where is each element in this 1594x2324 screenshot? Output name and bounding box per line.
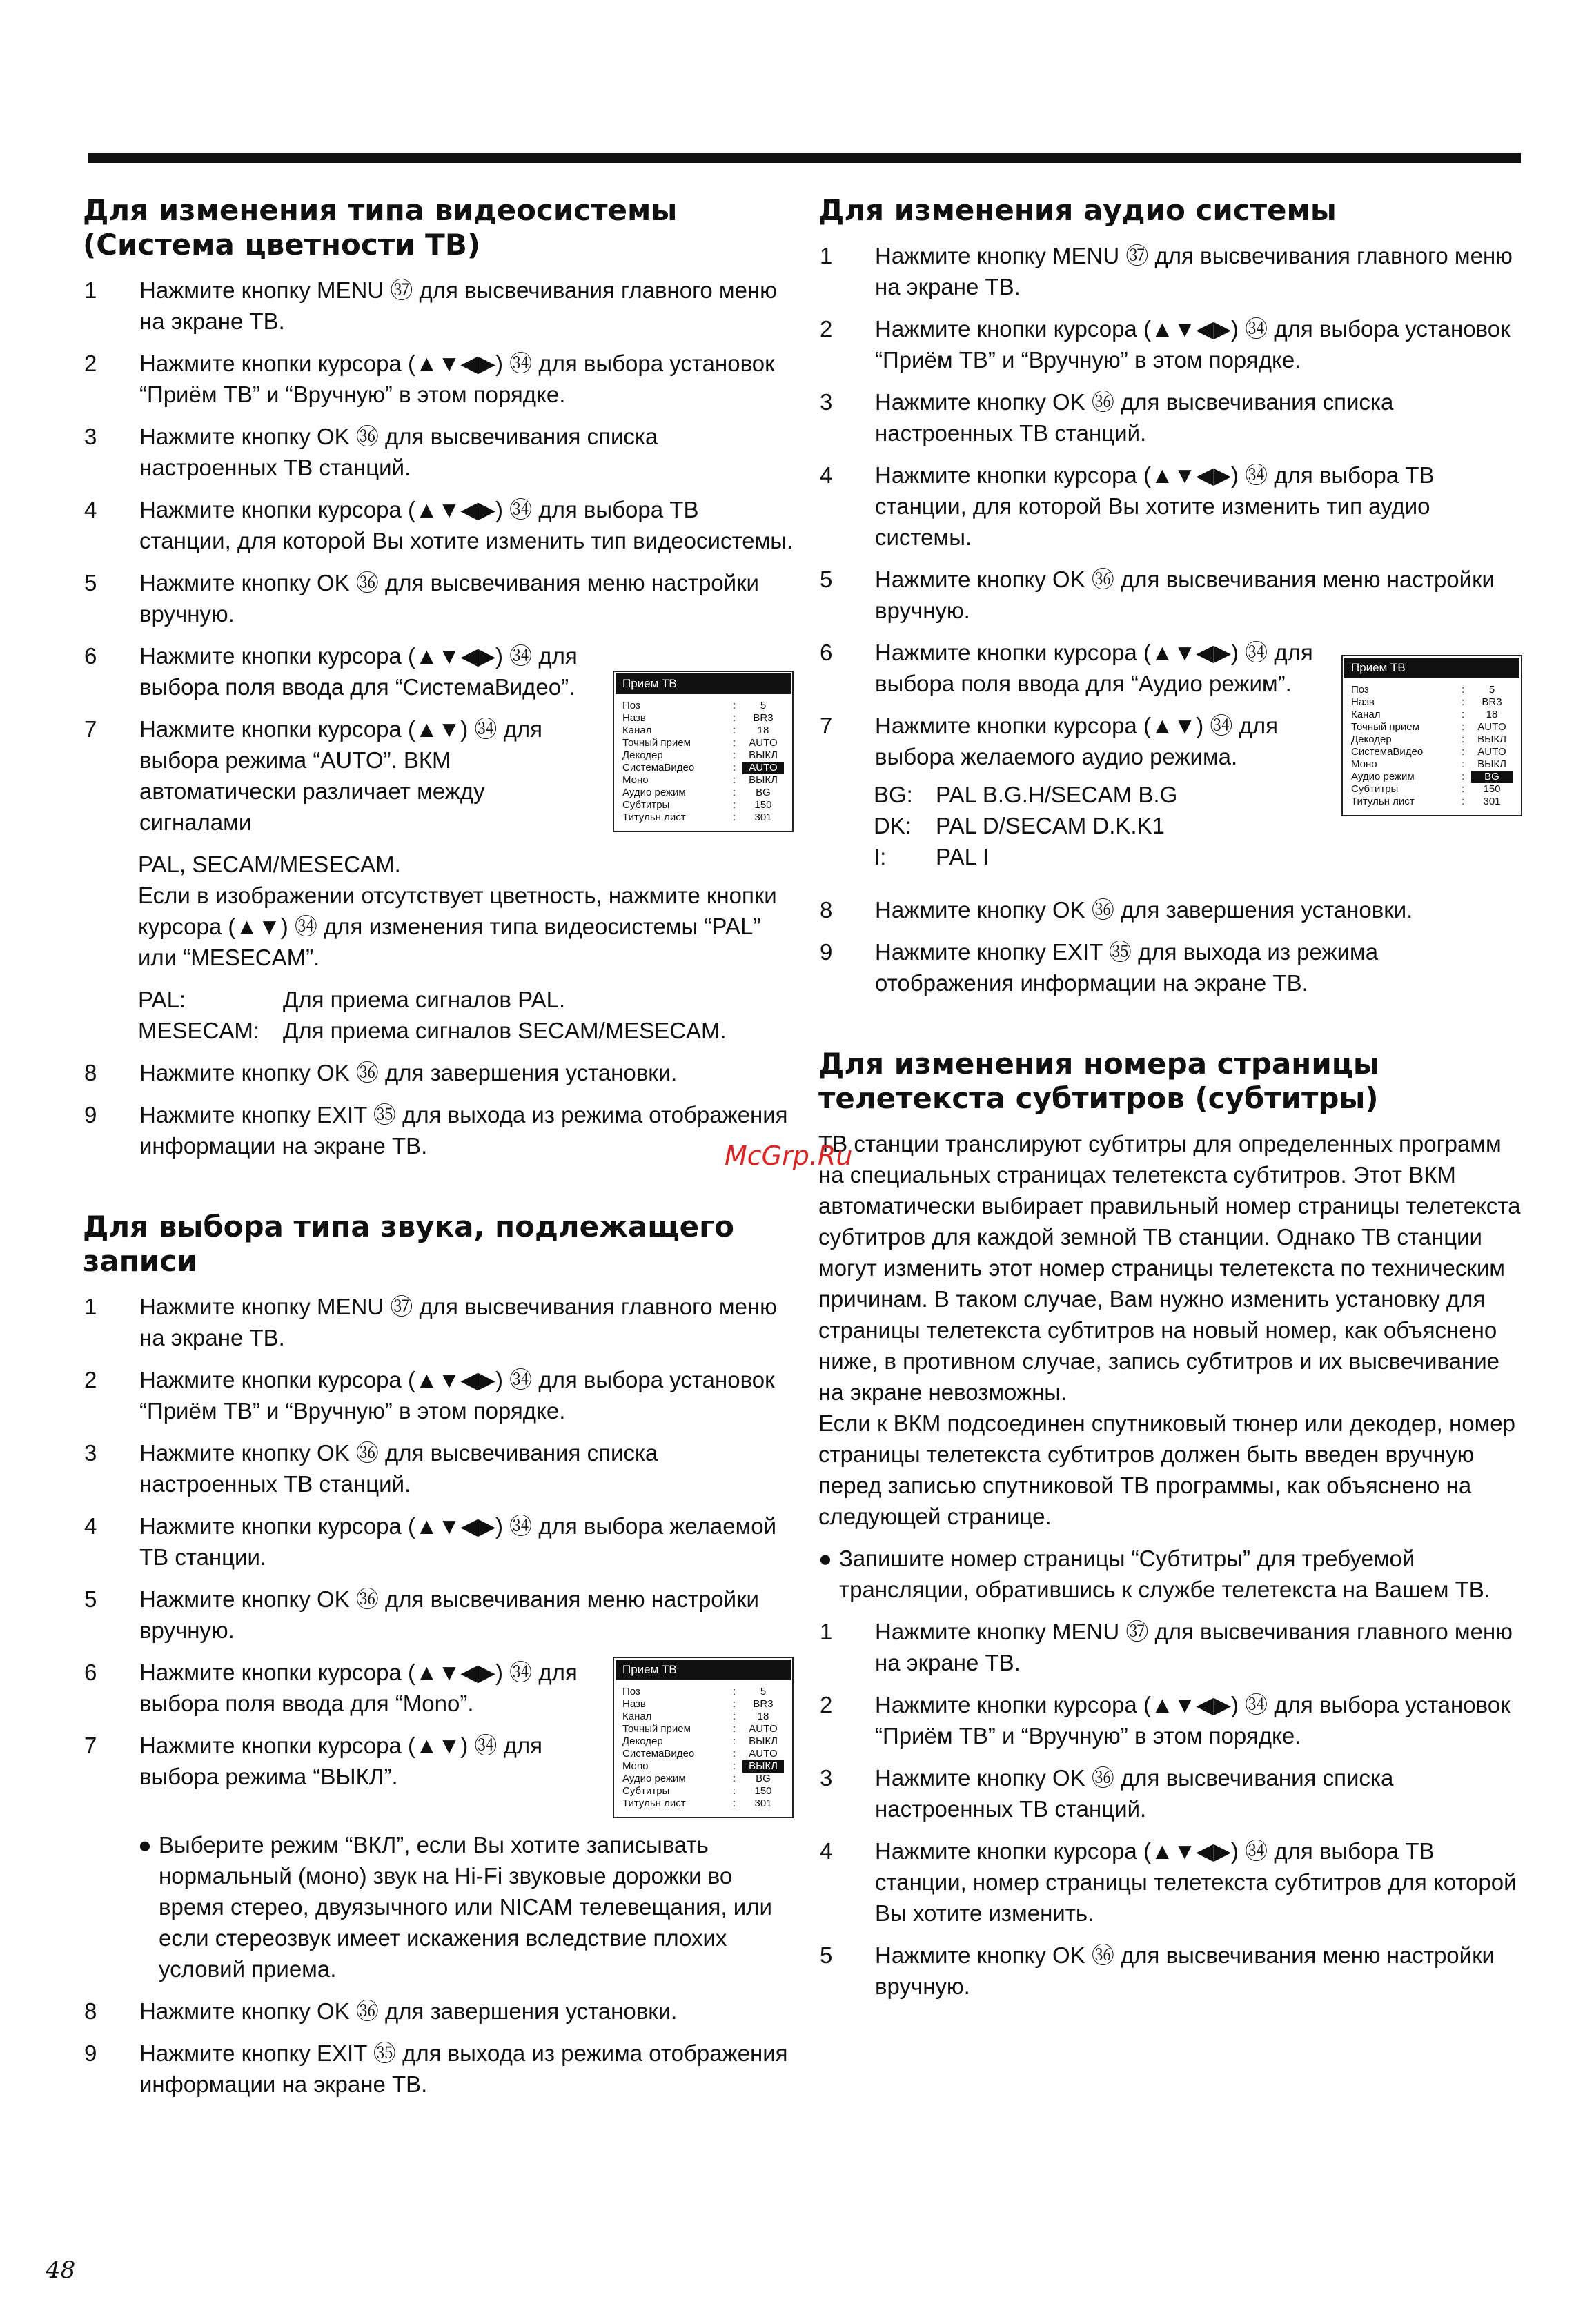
step-item [818, 710, 1332, 772]
step-text: Нажмите кнопку MENU ㊲ для высвечивания главного меню на экране ТВ. [139, 1294, 777, 1350]
menu-row [616, 1785, 791, 1798]
step-item [83, 1099, 794, 1161]
menu-row-colon: : [733, 749, 736, 761]
menu-row-label: СистемаВидео [622, 762, 695, 774]
step-number: 5 [820, 567, 833, 592]
menu-row-colon: : [733, 1785, 736, 1797]
step-text: Нажмите кнопки курсора (▲▼◀▶) ㉞ для выбора установок “Приём ТВ” и “Вручную” в этом порядке. [139, 1367, 775, 1424]
step-item [818, 1835, 1522, 1929]
step-text: Нажмите кнопку OK ㊱ для высвечивания списка настроенных ТВ станций. [875, 389, 1394, 446]
menu-row-label: Декодер [1351, 733, 1392, 745]
step-number: 3 [820, 389, 833, 415]
menu-row-colon: : [733, 762, 736, 774]
menu-row-label: Точный прием [1351, 721, 1419, 733]
steps-list [818, 1616, 1522, 2002]
menu-row-label: СистемаВидео [622, 1748, 695, 1760]
menu-row [616, 1723, 791, 1735]
step-text: Нажмите кнопки курсора (▲▼◀▶) ㉞ для выбора поля ввода для “Аудио режим”. [875, 640, 1313, 696]
menu-row-colon: : [733, 725, 736, 736]
menu-row-label: Назв [622, 712, 646, 724]
menu-row-value: AUTO [749, 1748, 778, 1760]
menu-row-value: ВЫКЛ [749, 749, 778, 761]
step-number: 5 [820, 1942, 833, 1968]
step-item [83, 713, 603, 838]
menu-row [1344, 758, 1519, 771]
step-number: 3 [820, 1765, 833, 1791]
menu-row-colon: : [733, 1798, 736, 1809]
step-number: 2 [820, 316, 833, 342]
steps-list [818, 894, 1522, 998]
step-number: 4 [820, 1838, 833, 1864]
menu-row-label: Точный прием [622, 1723, 691, 1735]
step-text: Нажмите кнопки курсора (▲▼) ㉞ для выбора режима “ВЫКЛ”. [139, 1733, 542, 1789]
step-number: 8 [84, 1060, 97, 1085]
definition-row [874, 841, 1332, 872]
step-item [818, 1940, 1522, 2002]
step-text: Нажмите кнопку OK ㊱ для высвечивания списка настроенных ТВ станций. [139, 424, 658, 480]
menu-row-value: BR3 [753, 1698, 774, 1710]
note-text: Если в изображении отсутствует цветность, нажмите кнопки курсора (▲▼) ㉞ для изменения типа видеосистемы “PAL” или “MESECAM”. [138, 883, 777, 970]
menu-row [616, 1686, 791, 1698]
menu-row-colon: : [1462, 684, 1465, 696]
definition-row [874, 779, 1332, 810]
menu-row-value: BG [756, 1773, 771, 1784]
intro-paragraph: ТВ станции транслируют субтитры для определенных программ на специальных страницах телетекста субтитров. Этот ВКМ автоматически выбирает правильный номер страницы телетекста субтитров для каждой земной ТВ станции. Однако ТВ станции могут изменить этот номер страницы телетекста по техническим причинам. В таком случае, Вам нужно изменить установку для страницы телетекста субтитров на новый номер, как объяснено ниже, в противном случае, запись субтитров и их высвечивание на экране невозможны. [818, 1131, 1521, 1405]
step-text: Нажмите кнопку MENU ㊲ для высвечивания главного меню на экране ТВ. [875, 1619, 1513, 1675]
watermark-text: McGrp.Ru [725, 1141, 853, 1171]
bullet-text: Запишите номер страницы “Субтитры” для требуемой трансляции, обратившись к службе телетекста на Вашем ТВ. [839, 1546, 1490, 1602]
step-number: 7 [84, 716, 97, 742]
menu-row [1344, 796, 1519, 808]
step-item [83, 1291, 794, 1353]
menu-row [616, 811, 791, 824]
menu-row-colon: : [1462, 771, 1465, 782]
menu-row-value: ВЫКЛ [749, 774, 778, 786]
step-text: Нажмите кнопку EXIT ㉟ для выхода из режима отображения информации на экране ТВ. [139, 2040, 788, 2097]
menu-row-label: Титульн лист [1351, 796, 1415, 807]
menu-row-colon: : [733, 1735, 736, 1747]
menu-row-value: BR3 [753, 712, 774, 724]
steps-list [818, 637, 1332, 772]
bullet-text: Выберите режим “ВКЛ”, если Вы хотите записывать нормальный (моно) звук на Hi-Fi звуковые дорожки во время стерео, двуязычного или NICAM телевещания, или если стереозвук имеет искажения вследствие плохих условий приема. [159, 1832, 772, 1982]
menu-row [1344, 783, 1519, 796]
step-text: Нажмите кнопки курсора (▲▼◀▶) ㉞ для выбора установок “Приём ТВ” и “Вручную” в этом порядке. [875, 1692, 1511, 1749]
step-number: 8 [820, 897, 833, 923]
menu-row-colon: : [733, 1760, 736, 1772]
step-text: Нажмите кнопку MENU ㊲ для высвечивания главного меню на экране ТВ. [875, 243, 1513, 299]
step-number: 6 [84, 1660, 97, 1685]
step-text: Нажмите кнопку OK ㊱ для высвечивания списка настроенных ТВ станций. [875, 1765, 1394, 1822]
step-item [83, 1437, 794, 1499]
menu-row [616, 749, 791, 762]
audio-standards-table [818, 779, 1332, 872]
menu-row [616, 1798, 791, 1810]
step-text: Нажмите кнопку OK ㊱ для высвечивания меню настройки вручную. [139, 1586, 759, 1643]
step-item [818, 894, 1522, 925]
bullet-icon: ● [818, 1546, 832, 1571]
menu-row-label: Субтитры [622, 799, 670, 811]
menu-title: Прием ТВ [1344, 658, 1519, 678]
menu-row [1344, 684, 1519, 696]
menu-row-value: BG [1471, 771, 1513, 783]
step-text: Нажмите кнопку OK ㊱ для завершения установки. [139, 1998, 678, 2024]
step-item [83, 1657, 603, 1719]
definition-value: PAL B.G.H/SECAM B.G [936, 782, 1178, 807]
step-item [83, 1510, 794, 1573]
menu-row [616, 712, 791, 725]
definition-row [138, 1015, 794, 1046]
step-item [818, 240, 1522, 302]
step-number: 9 [820, 939, 833, 965]
step-text: Нажмите кнопку OK ㊱ для высвечивания меню настройки вручную. [139, 570, 759, 627]
step-item [818, 460, 1522, 553]
menu-row-colon: : [733, 700, 736, 711]
menu-row-label: Точный прием [622, 737, 691, 749]
menu-row-colon: : [1462, 758, 1465, 770]
menu-row [616, 787, 791, 799]
step-item [818, 1616, 1522, 1678]
steps-list [83, 275, 794, 629]
steps-with-menu [83, 640, 794, 838]
definition-row [138, 984, 794, 1015]
menu-row-colon: : [1462, 709, 1465, 720]
step-text: Нажмите кнопку OK ㊱ для завершения установки. [875, 897, 1413, 923]
menu-row-value: ВЫКЛ [742, 1760, 784, 1773]
step-item [83, 1584, 794, 1646]
menu-row-label: Субтитры [1351, 783, 1399, 795]
menu-row-label: Моно [622, 774, 649, 786]
menu-row [616, 1711, 791, 1723]
step-number: 2 [84, 351, 97, 376]
step-number: 2 [84, 1367, 97, 1392]
step-number: 6 [84, 643, 97, 669]
step-item [818, 564, 1522, 626]
step-item [83, 494, 794, 556]
menu-row-label: Канал [622, 1711, 652, 1722]
step-text: Нажмите кнопки курсора (▲▼◀▶) ㉞ для выбора ТВ станции, номер страницы телетекста субтитров для которой Вы хотите изменить. [875, 1838, 1517, 1926]
step-item [83, 348, 794, 410]
menu-row-label: Субтитры [622, 1785, 670, 1797]
bullet-item [138, 1829, 794, 1985]
menu-row-colon: : [1462, 746, 1465, 758]
definition-value: Для приема сигналов SECAM/MESECAM. [283, 1018, 727, 1043]
steps-with-menu [818, 637, 1522, 883]
menu-row [1344, 696, 1519, 709]
step-text: Нажмите кнопку MENU ㊲ для высвечивания главного меню на экране ТВ. [139, 277, 777, 334]
step-number: 4 [84, 1513, 97, 1539]
menu-row-value: AUTO [1477, 721, 1506, 733]
definition-key: DK: [874, 813, 912, 838]
menu-row-value: BR3 [1482, 696, 1502, 708]
menu-row [616, 774, 791, 787]
step-text: Нажмите кнопку EXIT ㉟ для выхода из режима отображения информации на экране ТВ. [875, 939, 1379, 996]
step-text: Нажмите кнопки курсора (▲▼◀▶) ㉞ для выбора желаемой ТВ станции. [139, 1513, 777, 1570]
menu-row-value: ВЫКЛ [1477, 733, 1506, 745]
step-number: 1 [84, 1294, 97, 1319]
menu-row-value: 5 [760, 700, 767, 711]
step-item [818, 386, 1522, 449]
menu-row-colon: : [1462, 721, 1465, 733]
menu-row-value: 18 [757, 1711, 769, 1722]
step-number: 4 [84, 497, 97, 522]
menu-row [616, 725, 791, 737]
steps-list [818, 240, 1522, 626]
step-text: Нажмите кнопку OK ㊱ для высвечивания меню настройки вручную. [875, 567, 1495, 623]
menu-row-label: Титульн лист [622, 1798, 686, 1809]
step-item [818, 936, 1522, 998]
menu-row-value: 301 [754, 811, 772, 823]
step-number: 2 [820, 1692, 833, 1717]
step-number: 5 [84, 1586, 97, 1612]
menu-row [1344, 721, 1519, 733]
menu-row-colon: : [733, 1711, 736, 1722]
definition-row [874, 810, 1332, 841]
definition-key: MESECAM: [138, 1018, 260, 1043]
step-text: Нажмите кнопки курсора (▲▼◀▶) ㉞ для выбора ТВ станции, для которой Вы хотите изменить тип видеосистемы. [139, 497, 794, 553]
step-item [818, 313, 1522, 375]
menu-row-colon: : [733, 712, 736, 724]
menu-row [1344, 746, 1519, 758]
step-text: Нажмите кнопку OK ㊱ для высвечивания меню настройки вручную. [875, 1942, 1495, 1999]
menu-row-colon: : [733, 787, 736, 798]
step-text: Нажмите кнопки курсора (▲▼) ㉞ для выбора желаемого аудио режима. [875, 713, 1278, 769]
menu-row-value: 150 [754, 1785, 772, 1797]
menu-row-value: 301 [754, 1798, 772, 1809]
steps-group [818, 637, 1332, 883]
bullet-item [818, 1543, 1522, 1605]
step-item [83, 275, 794, 337]
menu-row-label: Аудио режим [1351, 771, 1415, 782]
step-item [83, 1364, 794, 1426]
steps-list [83, 1996, 794, 2100]
menu-row-value: 18 [757, 725, 769, 736]
menu-row-value: AUTO [749, 737, 778, 749]
step-item [83, 2038, 794, 2100]
menu-row-label: Декодер [622, 749, 663, 761]
step-number: 6 [820, 640, 833, 665]
steps-list [83, 1657, 603, 1792]
menu-row [616, 737, 791, 749]
definition-key: I: [874, 844, 887, 869]
menu-row-colon: : [733, 811, 736, 823]
section-title-subtitles: Для изменения номера страницы телетекста субтитров (субтитры) [818, 1047, 1379, 1115]
step-text: Нажмите кнопки курсора (▲▼◀▶) ㉞ для выбора поля ввода для “Mono”. [139, 1660, 578, 1716]
menu-row-value: BG [756, 787, 771, 798]
definition-value: PAL I [936, 844, 990, 869]
step-item [83, 567, 794, 629]
step-item [83, 421, 794, 483]
step-text: Нажмите кнопку EXIT ㉟ для выхода из режима отображения информации на экране ТВ. [139, 1102, 788, 1159]
step-number: 1 [84, 277, 97, 303]
menu-row-value: 301 [1483, 796, 1501, 807]
menu-title: Прием ТВ [616, 673, 791, 694]
step-text: Нажмите кнопки курсора (▲▼◀▶) ㉞ для выбора установок “Приём ТВ” и “Вручную” в этом порядке. [875, 316, 1511, 373]
definition-table [83, 984, 794, 1046]
step-text: Нажмите кнопки курсора (▲▼) ㉞ для выбора режима “AUTO”. ВКМ автоматически различает между сигналами [139, 716, 542, 835]
menu-row [1344, 733, 1519, 746]
menu-row [616, 1698, 791, 1711]
bullet-icon: ● [138, 1832, 152, 1858]
section-title-sound-type: Для выбора типа звука, подлежащего записи [83, 1210, 734, 1278]
menu-row-value: AUTO [742, 762, 784, 774]
step-item [83, 1996, 794, 2027]
menu-row-colon: : [733, 1686, 736, 1697]
definition-key: PAL: [138, 987, 186, 1012]
menu-row-label: Канал [1351, 709, 1381, 720]
step7-continuation: PAL, SECAM/MESECAM. [138, 851, 401, 877]
step-item [818, 1689, 1522, 1751]
menu-row-colon: : [733, 1773, 736, 1784]
menu-row-label: Поз [622, 1686, 640, 1697]
step-number: 1 [820, 1619, 833, 1644]
menu-title: Прием ТВ [616, 1660, 791, 1680]
step-number: 7 [84, 1733, 97, 1758]
step-text: Нажмите кнопку OK ㊱ для высвечивания списка настроенных ТВ станций. [139, 1440, 658, 1497]
definition-key: BG: [874, 782, 913, 807]
menu-row-label: Назв [1351, 696, 1375, 708]
menu-row-value: AUTO [749, 1723, 778, 1735]
steps-with-menu [83, 1657, 794, 1818]
menu-row-value: 18 [1486, 709, 1498, 720]
step-item [83, 1730, 603, 1792]
menu-row [1344, 709, 1519, 721]
menu-row-label: Аудио режим [622, 1773, 686, 1784]
menu-row-value: ВЫКЛ [1477, 758, 1506, 770]
definition-value: Для приема сигналов PAL. [283, 987, 566, 1012]
step-item [83, 640, 603, 702]
menu-row-value: ВЫКЛ [749, 1735, 778, 1747]
tv-menu-screen [1341, 655, 1522, 816]
tv-menu-screen [613, 1657, 794, 1818]
step-item [818, 637, 1332, 699]
step-number: 3 [84, 424, 97, 449]
definition-value: PAL D/SECAM D.K.K1 [936, 813, 1165, 838]
step-number: 7 [820, 713, 833, 738]
menu-row [616, 762, 791, 774]
menu-row-colon: : [1462, 696, 1465, 708]
menu-row [616, 1748, 791, 1760]
step-number: 3 [84, 1440, 97, 1466]
menu-row [616, 1735, 791, 1748]
menu-row [616, 1760, 791, 1773]
menu-row-label: Канал [622, 725, 652, 736]
step-number: 1 [820, 243, 833, 268]
menu-row-value: 150 [754, 799, 772, 811]
page-number: 48 [46, 2256, 76, 2284]
menu-row [616, 1773, 791, 1785]
menu-row-colon: : [1462, 783, 1465, 795]
steps-list [83, 640, 603, 838]
menu-row-colon: : [733, 1748, 736, 1760]
step-number: 9 [84, 1102, 97, 1127]
menu-row-label: СистемаВидео [1351, 746, 1424, 758]
step-number: 9 [84, 2040, 97, 2066]
step-item [818, 1762, 1522, 1824]
menu-row-label: Моно [1351, 758, 1377, 770]
step-number: 4 [820, 462, 833, 488]
menu-row-label: Аудио режим [622, 787, 686, 798]
menu-row-colon: : [1462, 733, 1465, 745]
menu-row [1344, 771, 1519, 783]
tv-menu-screen [613, 671, 794, 832]
menu-row-value: 5 [1488, 684, 1495, 696]
section-title-video-system: Для изменения типа видеосистемы (Система цветности ТВ) [83, 193, 678, 262]
menu-row-colon: : [1462, 796, 1465, 807]
step-number: 5 [84, 570, 97, 595]
intro-paragraph: Если к ВКМ подсоединен спутниковый тюнер или декодер, номер страницы телетекста субтитров должен быть введен вручную перед записью спутниковой ТВ программы, как объяснено на следующей странице. [818, 1410, 1515, 1529]
menu-row-label: Назв [622, 1698, 646, 1710]
step-text: Нажмите кнопки курсора (▲▼◀▶) ㉞ для выбора поля ввода для “СистемаВидео”. [139, 643, 578, 700]
menu-row-value: 5 [760, 1686, 767, 1697]
menu-row-label: Mono [622, 1760, 649, 1772]
step-text: Нажмите кнопку OK ㊱ для завершения установки. [139, 1060, 678, 1085]
menu-row [616, 700, 791, 712]
menu-row-label: Поз [622, 700, 640, 711]
section-title-audio-system: Для изменения аудио системы [818, 193, 1337, 227]
step-text: Нажмите кнопки курсора (▲▼◀▶) ㉞ для выбора установок “Приём ТВ” и “Вручную” в этом порядке. [139, 351, 775, 407]
menu-row [616, 799, 791, 811]
menu-row-value: AUTO [1477, 746, 1506, 758]
step-number: 8 [84, 1998, 97, 2024]
left-column [83, 193, 794, 2111]
steps-list [83, 1291, 794, 1646]
menu-row-label: Титульн лист [622, 811, 686, 823]
menu-row-label: Поз [1351, 684, 1369, 696]
menu-row-colon: : [733, 774, 736, 786]
step-text: Нажмите кнопки курсора (▲▼◀▶) ㉞ для выбора ТВ станции, для которой Вы хотите изменить тип аудио системы. [875, 462, 1435, 550]
step-item [83, 1057, 794, 1088]
menu-row-value: 150 [1483, 783, 1501, 795]
menu-row-colon: : [733, 1723, 736, 1735]
menu-row-label: Декодер [622, 1735, 663, 1747]
top-rule [88, 153, 1521, 163]
steps-list [83, 1057, 794, 1161]
menu-row-colon: : [733, 799, 736, 811]
menu-row-colon: : [733, 737, 736, 749]
menu-row-colon: : [733, 1698, 736, 1710]
right-column [818, 193, 1522, 2013]
